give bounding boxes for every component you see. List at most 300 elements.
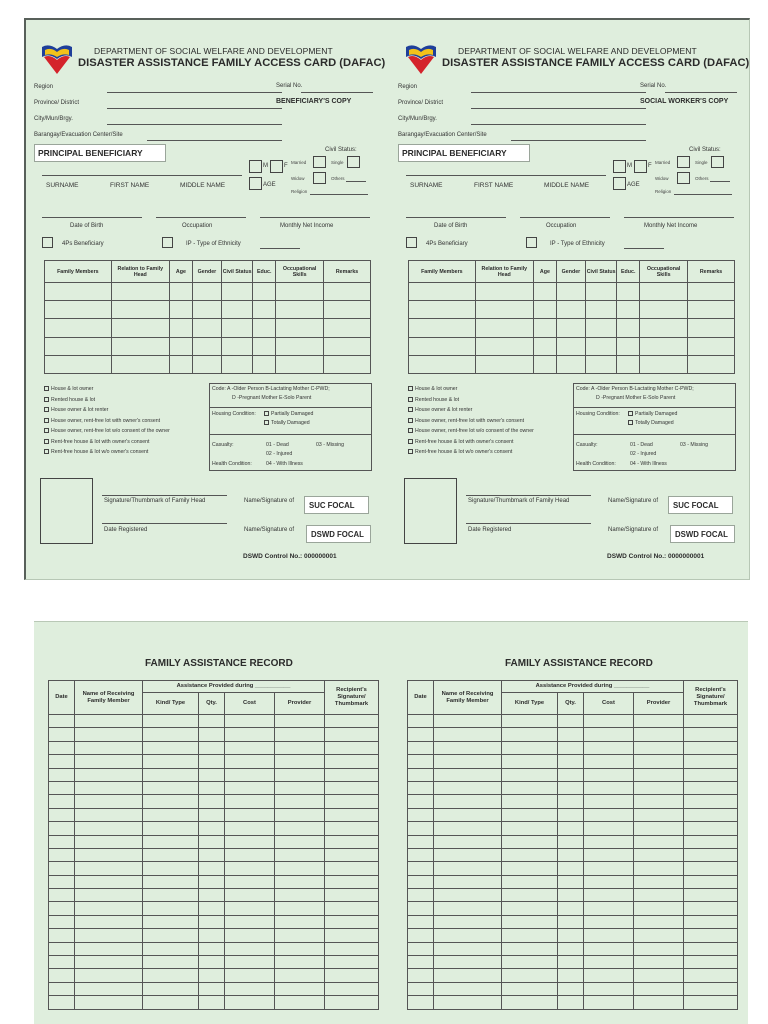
family-cell[interactable]	[533, 337, 556, 355]
record-cell[interactable]	[325, 942, 379, 955]
totally-damaged-checkbox[interactable]	[628, 420, 633, 425]
family-cell[interactable]	[169, 283, 192, 301]
record-cell[interactable]	[49, 929, 75, 942]
record-cell[interactable]	[143, 781, 199, 794]
family-cell[interactable]	[253, 337, 276, 355]
record-cell[interactable]	[75, 956, 143, 969]
record-cell[interactable]	[558, 862, 584, 875]
family-cell[interactable]	[586, 319, 617, 337]
income-line[interactable]	[260, 217, 370, 218]
others-line[interactable]	[710, 181, 730, 182]
record-cell[interactable]	[275, 862, 325, 875]
family-cell[interactable]	[276, 319, 324, 337]
record-cell[interactable]	[325, 808, 379, 821]
record-cell[interactable]	[199, 942, 225, 955]
record-cell[interactable]	[502, 875, 558, 888]
record-cell[interactable]	[408, 795, 434, 808]
barangay-line[interactable]	[147, 140, 282, 141]
record-cell[interactable]	[143, 969, 199, 982]
single-checkbox[interactable]	[711, 156, 724, 168]
family-cell[interactable]	[324, 301, 371, 319]
family-cell[interactable]	[688, 283, 735, 301]
sex-m-checkbox[interactable]	[613, 160, 626, 173]
record-cell[interactable]	[634, 848, 684, 861]
record-cell[interactable]	[225, 862, 275, 875]
record-cell[interactable]	[75, 768, 143, 781]
record-cell[interactable]	[199, 902, 225, 915]
record-cell[interactable]	[49, 741, 75, 754]
record-cell[interactable]	[408, 848, 434, 861]
city-line[interactable]	[471, 124, 646, 125]
record-cell[interactable]	[684, 741, 738, 754]
record-cell[interactable]	[584, 848, 634, 861]
record-cell[interactable]	[199, 875, 225, 888]
record-cell[interactable]	[502, 822, 558, 835]
record-cell[interactable]	[434, 996, 502, 1009]
record-cell[interactable]	[325, 715, 379, 728]
record-cell[interactable]	[225, 781, 275, 794]
ownership-checkbox[interactable]	[408, 428, 413, 433]
record-cell[interactable]	[558, 889, 584, 902]
partially-damaged-checkbox[interactable]	[628, 411, 633, 416]
family-cell[interactable]	[409, 355, 476, 373]
photo-box[interactable]	[404, 478, 457, 544]
record-cell[interactable]	[684, 969, 738, 982]
record-cell[interactable]	[275, 835, 325, 848]
family-cell[interactable]	[45, 319, 112, 337]
family-cell[interactable]	[586, 301, 617, 319]
record-cell[interactable]	[75, 996, 143, 1009]
record-cell[interactable]	[502, 862, 558, 875]
dob-line[interactable]	[406, 217, 506, 218]
record-cell[interactable]	[275, 982, 325, 995]
record-cell[interactable]	[49, 781, 75, 794]
record-cell[interactable]	[49, 942, 75, 955]
record-cell[interactable]	[634, 835, 684, 848]
record-cell[interactable]	[584, 808, 634, 821]
record-cell[interactable]	[75, 982, 143, 995]
ip-line[interactable]	[624, 248, 664, 249]
record-cell[interactable]	[49, 996, 75, 1009]
record-cell[interactable]	[325, 835, 379, 848]
record-cell[interactable]	[325, 902, 379, 915]
record-cell[interactable]	[225, 969, 275, 982]
family-cell[interactable]	[169, 319, 192, 337]
family-cell[interactable]	[556, 301, 585, 319]
serial-line[interactable]	[301, 92, 373, 93]
record-cell[interactable]	[684, 715, 738, 728]
record-cell[interactable]	[684, 808, 738, 821]
record-cell[interactable]	[275, 902, 325, 915]
record-cell[interactable]	[634, 795, 684, 808]
record-cell[interactable]	[434, 741, 502, 754]
record-cell[interactable]	[634, 781, 684, 794]
family-head-sig-line[interactable]	[102, 495, 227, 496]
record-cell[interactable]	[49, 835, 75, 848]
record-cell[interactable]	[584, 835, 634, 848]
occupation-line[interactable]	[156, 217, 246, 218]
record-cell[interactable]	[325, 982, 379, 995]
family-cell[interactable]	[640, 337, 688, 355]
record-cell[interactable]	[584, 755, 634, 768]
record-cell[interactable]	[558, 822, 584, 835]
record-cell[interactable]	[584, 768, 634, 781]
record-cell[interactable]	[558, 929, 584, 942]
widow-checkbox[interactable]	[677, 172, 690, 184]
record-cell[interactable]	[684, 835, 738, 848]
record-cell[interactable]	[434, 715, 502, 728]
record-cell[interactable]	[584, 969, 634, 982]
record-cell[interactable]	[634, 768, 684, 781]
ownership-checkbox[interactable]	[408, 449, 413, 454]
religion-line[interactable]	[310, 194, 368, 195]
family-cell[interactable]	[533, 283, 556, 301]
record-cell[interactable]	[143, 875, 199, 888]
record-cell[interactable]	[143, 808, 199, 821]
family-cell[interactable]	[586, 337, 617, 355]
region-line[interactable]	[107, 92, 282, 93]
record-cell[interactable]	[225, 848, 275, 861]
family-cell[interactable]	[111, 301, 169, 319]
family-head-sig-line[interactable]	[466, 495, 591, 496]
record-cell[interactable]	[584, 741, 634, 754]
record-cell[interactable]	[408, 915, 434, 928]
record-cell[interactable]	[49, 795, 75, 808]
record-cell[interactable]	[225, 889, 275, 902]
ownership-option[interactable]	[44, 418, 160, 424]
family-cell[interactable]	[192, 283, 221, 301]
family-cell[interactable]	[640, 355, 688, 373]
record-cell[interactable]	[634, 942, 684, 955]
record-cell[interactable]	[558, 755, 584, 768]
record-cell[interactable]	[49, 768, 75, 781]
ownership-checkbox[interactable]	[44, 386, 49, 391]
record-cell[interactable]	[199, 715, 225, 728]
record-cell[interactable]	[584, 795, 634, 808]
record-cell[interactable]	[325, 929, 379, 942]
record-cell[interactable]	[558, 715, 584, 728]
ownership-option[interactable]	[44, 407, 108, 413]
record-cell[interactable]	[434, 835, 502, 848]
record-cell[interactable]	[634, 808, 684, 821]
record-cell[interactable]	[684, 781, 738, 794]
record-cell[interactable]	[143, 755, 199, 768]
record-cell[interactable]	[558, 902, 584, 915]
record-cell[interactable]	[75, 848, 143, 861]
family-cell[interactable]	[556, 355, 585, 373]
record-cell[interactable]	[325, 996, 379, 1009]
record-cell[interactable]	[275, 715, 325, 728]
record-cell[interactable]	[408, 889, 434, 902]
record-cell[interactable]	[325, 862, 379, 875]
family-cell[interactable]	[253, 283, 276, 301]
record-cell[interactable]	[502, 942, 558, 955]
record-cell[interactable]	[502, 728, 558, 741]
ownership-option[interactable]	[408, 428, 534, 434]
family-cell[interactable]	[45, 337, 112, 355]
record-cell[interactable]	[558, 848, 584, 861]
record-cell[interactable]	[558, 795, 584, 808]
record-cell[interactable]	[49, 848, 75, 861]
record-cell[interactable]	[434, 768, 502, 781]
record-cell[interactable]	[684, 929, 738, 942]
record-cell[interactable]	[634, 875, 684, 888]
record-cell[interactable]	[49, 728, 75, 741]
family-cell[interactable]	[276, 301, 324, 319]
record-cell[interactable]	[75, 795, 143, 808]
record-cell[interactable]	[634, 969, 684, 982]
ownership-option[interactable]	[44, 428, 170, 434]
record-cell[interactable]	[584, 929, 634, 942]
record-cell[interactable]	[275, 848, 325, 861]
record-cell[interactable]	[558, 982, 584, 995]
record-cell[interactable]	[634, 862, 684, 875]
family-cell[interactable]	[253, 319, 276, 337]
record-cell[interactable]	[225, 741, 275, 754]
record-cell[interactable]	[684, 795, 738, 808]
family-cell[interactable]	[276, 355, 324, 373]
ownership-checkbox[interactable]	[44, 397, 49, 402]
record-cell[interactable]	[434, 915, 502, 928]
record-cell[interactable]	[325, 768, 379, 781]
record-cell[interactable]	[75, 781, 143, 794]
married-checkbox[interactable]	[677, 156, 690, 168]
family-cell[interactable]	[688, 301, 735, 319]
city-line[interactable]	[107, 124, 282, 125]
record-cell[interactable]	[75, 889, 143, 902]
family-cell[interactable]	[253, 301, 276, 319]
record-cell[interactable]	[225, 929, 275, 942]
record-cell[interactable]	[558, 915, 584, 928]
record-cell[interactable]	[75, 902, 143, 915]
record-cell[interactable]	[634, 728, 684, 741]
record-cell[interactable]	[502, 768, 558, 781]
record-cell[interactable]	[199, 728, 225, 741]
record-cell[interactable]	[199, 929, 225, 942]
record-cell[interactable]	[558, 875, 584, 888]
record-cell[interactable]	[143, 795, 199, 808]
family-cell[interactable]	[45, 283, 112, 301]
record-cell[interactable]	[434, 902, 502, 915]
religion-line[interactable]	[674, 194, 732, 195]
family-cell[interactable]	[640, 301, 688, 319]
record-cell[interactable]	[684, 728, 738, 741]
record-cell[interactable]	[143, 728, 199, 741]
record-cell[interactable]	[49, 715, 75, 728]
record-cell[interactable]	[434, 755, 502, 768]
family-cell[interactable]	[533, 301, 556, 319]
record-cell[interactable]	[584, 982, 634, 995]
income-line[interactable]	[624, 217, 734, 218]
record-cell[interactable]	[143, 862, 199, 875]
record-cell[interactable]	[75, 942, 143, 955]
record-cell[interactable]	[558, 969, 584, 982]
family-cell[interactable]	[111, 319, 169, 337]
record-cell[interactable]	[325, 755, 379, 768]
record-cell[interactable]	[49, 956, 75, 969]
family-cell[interactable]	[409, 337, 476, 355]
record-cell[interactable]	[199, 982, 225, 995]
record-cell[interactable]	[75, 862, 143, 875]
family-cell[interactable]	[276, 283, 324, 301]
family-cell[interactable]	[45, 355, 112, 373]
record-cell[interactable]	[558, 835, 584, 848]
ownership-option[interactable]	[408, 439, 513, 445]
family-cell[interactable]	[192, 301, 221, 319]
family-cell[interactable]	[192, 355, 221, 373]
record-cell[interactable]	[49, 862, 75, 875]
record-cell[interactable]	[684, 902, 738, 915]
record-cell[interactable]	[49, 982, 75, 995]
record-cell[interactable]	[434, 969, 502, 982]
record-cell[interactable]	[199, 822, 225, 835]
record-cell[interactable]	[408, 969, 434, 982]
record-cell[interactable]	[75, 741, 143, 754]
record-cell[interactable]	[408, 822, 434, 835]
record-cell[interactable]	[225, 982, 275, 995]
single-checkbox[interactable]	[347, 156, 360, 168]
record-cell[interactable]	[199, 956, 225, 969]
record-cell[interactable]	[325, 795, 379, 808]
family-cell[interactable]	[111, 337, 169, 355]
record-cell[interactable]	[684, 996, 738, 1009]
ownership-option[interactable]	[44, 397, 95, 403]
record-cell[interactable]	[143, 942, 199, 955]
record-cell[interactable]	[408, 902, 434, 915]
family-cell[interactable]	[324, 337, 371, 355]
family-cell[interactable]	[169, 355, 192, 373]
record-cell[interactable]	[49, 875, 75, 888]
family-cell[interactable]	[324, 319, 371, 337]
record-cell[interactable]	[143, 768, 199, 781]
record-cell[interactable]	[275, 996, 325, 1009]
record-cell[interactable]	[75, 969, 143, 982]
record-cell[interactable]	[684, 915, 738, 928]
record-cell[interactable]	[408, 929, 434, 942]
record-cell[interactable]	[275, 728, 325, 741]
family-cell[interactable]	[475, 319, 533, 337]
record-cell[interactable]	[275, 915, 325, 928]
record-cell[interactable]	[558, 741, 584, 754]
record-cell[interactable]	[502, 902, 558, 915]
record-cell[interactable]	[75, 835, 143, 848]
family-cell[interactable]	[409, 301, 476, 319]
record-cell[interactable]	[408, 781, 434, 794]
ownership-checkbox[interactable]	[44, 428, 49, 433]
serial-line[interactable]	[665, 92, 737, 93]
sex-m-checkbox[interactable]	[249, 160, 262, 173]
family-cell[interactable]	[222, 301, 253, 319]
record-cell[interactable]	[199, 781, 225, 794]
record-cell[interactable]	[49, 915, 75, 928]
record-cell[interactable]	[434, 929, 502, 942]
ownership-checkbox[interactable]	[408, 418, 413, 423]
record-cell[interactable]	[684, 889, 738, 902]
family-cell[interactable]	[640, 319, 688, 337]
record-cell[interactable]	[634, 755, 684, 768]
record-cell[interactable]	[634, 915, 684, 928]
sex-f-checkbox[interactable]	[270, 160, 283, 173]
record-cell[interactable]	[199, 862, 225, 875]
record-cell[interactable]	[408, 755, 434, 768]
record-cell[interactable]	[584, 728, 634, 741]
record-cell[interactable]	[684, 822, 738, 835]
family-cell[interactable]	[640, 283, 688, 301]
record-cell[interactable]	[434, 982, 502, 995]
record-cell[interactable]	[634, 889, 684, 902]
record-cell[interactable]	[225, 768, 275, 781]
family-cell[interactable]	[617, 337, 640, 355]
family-cell[interactable]	[169, 301, 192, 319]
record-cell[interactable]	[143, 822, 199, 835]
photo-box[interactable]	[40, 478, 93, 544]
age-box[interactable]	[613, 177, 626, 190]
record-cell[interactable]	[408, 996, 434, 1009]
partially-damaged-checkbox[interactable]	[264, 411, 269, 416]
married-checkbox[interactable]	[313, 156, 326, 168]
family-cell[interactable]	[222, 283, 253, 301]
record-cell[interactable]	[558, 942, 584, 955]
family-cell[interactable]	[222, 355, 253, 373]
record-cell[interactable]	[634, 956, 684, 969]
record-cell[interactable]	[199, 996, 225, 1009]
record-cell[interactable]	[143, 929, 199, 942]
family-cell[interactable]	[169, 337, 192, 355]
record-cell[interactable]	[434, 728, 502, 741]
record-cell[interactable]	[225, 956, 275, 969]
age-box[interactable]	[249, 177, 262, 190]
record-cell[interactable]	[225, 808, 275, 821]
record-cell[interactable]	[275, 808, 325, 821]
ip-checkbox[interactable]	[162, 237, 173, 248]
record-cell[interactable]	[325, 875, 379, 888]
record-cell[interactable]	[225, 835, 275, 848]
record-cell[interactable]	[408, 741, 434, 754]
record-cell[interactable]	[325, 781, 379, 794]
ownership-checkbox[interactable]	[408, 439, 413, 444]
record-cell[interactable]	[558, 781, 584, 794]
record-cell[interactable]	[584, 715, 634, 728]
record-cell[interactable]	[325, 848, 379, 861]
record-cell[interactable]	[584, 889, 634, 902]
record-cell[interactable]	[225, 755, 275, 768]
widow-checkbox[interactable]	[313, 172, 326, 184]
record-cell[interactable]	[584, 996, 634, 1009]
totally-damaged-checkbox[interactable]	[264, 420, 269, 425]
family-cell[interactable]	[688, 319, 735, 337]
record-cell[interactable]	[408, 728, 434, 741]
family-cell[interactable]	[222, 337, 253, 355]
record-cell[interactable]	[434, 848, 502, 861]
record-cell[interactable]	[634, 715, 684, 728]
record-cell[interactable]	[434, 795, 502, 808]
record-cell[interactable]	[199, 808, 225, 821]
family-cell[interactable]	[475, 355, 533, 373]
family-cell[interactable]	[324, 283, 371, 301]
record-cell[interactable]	[225, 822, 275, 835]
family-cell[interactable]	[617, 355, 640, 373]
record-cell[interactable]	[502, 915, 558, 928]
others-line[interactable]	[346, 181, 366, 182]
record-cell[interactable]	[502, 835, 558, 848]
record-cell[interactable]	[325, 728, 379, 741]
record-cell[interactable]	[634, 982, 684, 995]
record-cell[interactable]	[275, 795, 325, 808]
ownership-checkbox[interactable]	[44, 449, 49, 454]
record-cell[interactable]	[502, 755, 558, 768]
record-cell[interactable]	[275, 942, 325, 955]
record-cell[interactable]	[584, 902, 634, 915]
